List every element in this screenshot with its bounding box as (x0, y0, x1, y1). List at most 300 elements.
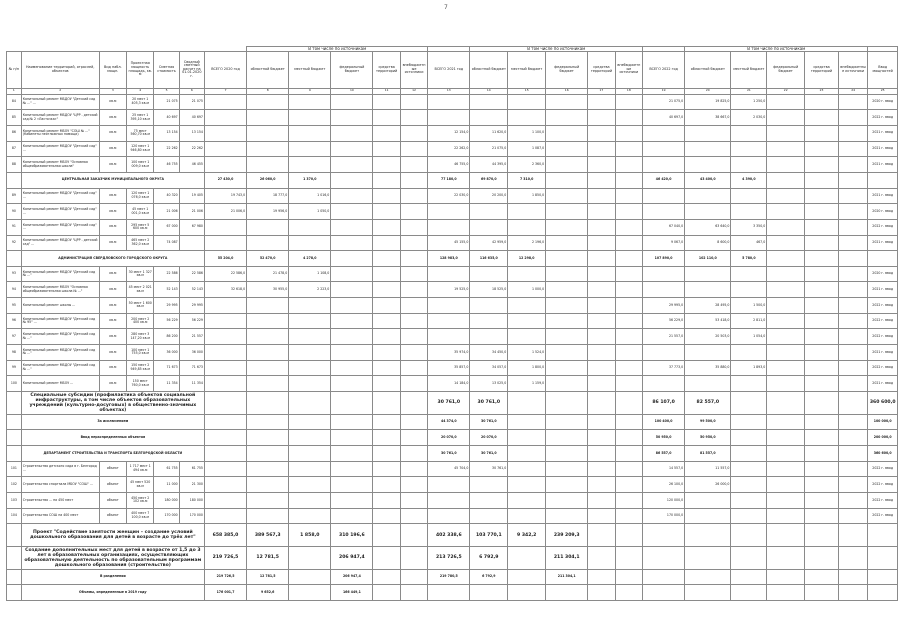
value-cell (805, 547, 839, 570)
value-cell (247, 414, 289, 430)
value-cell (731, 188, 767, 204)
value-cell (331, 313, 373, 329)
value-cell: 211 304,1 (546, 569, 588, 585)
value-cell (204, 298, 246, 314)
summary-estimate: 22 586 (179, 266, 204, 282)
value-cell (767, 446, 805, 462)
value-cell (731, 345, 767, 361)
column-number: 16 (546, 88, 588, 94)
object-name: Строительство ... на 450 мест (21, 493, 99, 509)
value-cell (731, 477, 767, 493)
column-header: средства территорий (805, 51, 839, 88)
value-cell (331, 376, 373, 392)
value-cell: 1 800,0 (508, 360, 546, 376)
value-cell (838, 282, 868, 298)
commissioning-cell: 2022 г. ввод (868, 477, 898, 493)
value-cell (685, 569, 731, 585)
value-cell (805, 141, 839, 157)
value-cell (204, 141, 246, 157)
section-row (7, 251, 898, 267)
value-cell: 22 030,0 (428, 188, 470, 204)
value-cell: 20 070,0 (428, 430, 470, 446)
value-cell: 402 338,6 (428, 524, 470, 547)
value-cell (731, 204, 767, 220)
capacity: 120 мест 1 076,0 кв.м (127, 188, 154, 204)
column-header: местный бюджет (508, 51, 546, 88)
object-type: кв.м (99, 329, 126, 345)
object-name: Капитальный ремонт МБДОУ "Детский сад № ..." (21, 266, 99, 282)
row-number: 96 (7, 313, 22, 329)
column-number: 15 (508, 88, 546, 94)
value-cell: 170 000,0 (643, 508, 685, 524)
section-title: Создание дополнительных мест для детей в возрасте от 1,5 до 3 лет в образовательных организациях, осуществляющих образовательную деятельность по образовательным программам дошкольного образования (строительство) (21, 547, 204, 570)
value-cell (373, 524, 400, 547)
value-cell (373, 547, 400, 570)
value-cell: 20 503,0 (685, 329, 731, 345)
value-cell (546, 345, 588, 361)
table-row (7, 360, 898, 376)
section-row (7, 392, 898, 415)
value-cell (838, 298, 868, 314)
section-title: За исключением (21, 414, 204, 430)
value-cell (470, 329, 508, 345)
object-name: Капитальный ремонт МБДОУ "Детский сад № ..." (21, 345, 99, 361)
table-body (7, 94, 898, 601)
column-header: № п/п (7, 51, 22, 88)
summary-estimate: 61 755 (179, 461, 204, 477)
column-number: 21 (731, 88, 767, 94)
value-cell (331, 157, 373, 173)
column-number: 8 (247, 88, 289, 94)
value-cell (838, 461, 868, 477)
value-cell (289, 392, 331, 415)
object-name: Капитальный ремонт МБОУ "Основная общеобразовательная школа" (21, 157, 99, 173)
value-cell (428, 204, 470, 220)
value-cell (643, 204, 685, 220)
value-cell (546, 376, 588, 392)
value-cell (546, 493, 588, 509)
value-cell: 18 777,0 (247, 188, 289, 204)
value-cell (331, 188, 373, 204)
value-cell (805, 446, 839, 462)
value-cell (247, 313, 289, 329)
row-number: 87 (7, 141, 22, 157)
value-cell (546, 461, 588, 477)
column-number: 17 (588, 88, 615, 94)
value-cell: 22 586,0 (204, 266, 246, 282)
commissioning-cell (868, 251, 898, 267)
value-cell (767, 414, 805, 430)
capacity: 20 мест 1 405,3 кв.м (127, 94, 154, 110)
value-cell (400, 414, 427, 430)
value-cell (767, 313, 805, 329)
value-cell (805, 508, 839, 524)
row-number (7, 172, 22, 188)
estimated-cost: 86 200 (154, 329, 179, 345)
value-cell (615, 392, 642, 415)
value-cell (289, 157, 331, 173)
value-cell (204, 360, 246, 376)
value-cell (838, 569, 868, 585)
value-cell (331, 461, 373, 477)
value-cell (400, 94, 427, 110)
object-type: объект (99, 493, 126, 509)
column-header: внебюджетные источники (838, 51, 868, 88)
commissioning-cell: 2021 г. ввод (868, 141, 898, 157)
value-cell (373, 172, 400, 188)
value-cell (470, 585, 508, 601)
row-number (7, 569, 22, 585)
value-cell (470, 94, 508, 110)
value-cell (373, 204, 400, 220)
value-cell (838, 235, 868, 251)
value-cell (247, 110, 289, 126)
row-number (7, 547, 22, 570)
value-cell: 176 001,7 (204, 585, 246, 601)
value-cell (805, 313, 839, 329)
row-number: 99 (7, 360, 22, 376)
column-header: областной бюджет (247, 51, 289, 88)
value-cell (615, 313, 642, 329)
value-cell: 14 557,0 (643, 461, 685, 477)
value-cell (615, 569, 642, 585)
value-cell (615, 219, 642, 235)
value-cell: 1 087,0 (508, 141, 546, 157)
value-cell (331, 360, 373, 376)
value-cell (767, 266, 805, 282)
value-cell (805, 125, 839, 141)
object-name: Строительство СОШ на 400 мест (21, 508, 99, 524)
value-cell (373, 266, 400, 282)
value-cell: 43 400,0 (685, 172, 731, 188)
value-cell (546, 219, 588, 235)
row-number: 93 (7, 266, 22, 282)
value-cell: 2 811,0 (731, 313, 767, 329)
investment-table (6, 46, 898, 601)
value-cell (508, 477, 546, 493)
value-cell (685, 266, 731, 282)
value-cell: 27 430,0 (204, 172, 246, 188)
value-cell (204, 414, 246, 430)
value-cell (588, 524, 615, 547)
row-number: 98 (7, 345, 22, 361)
value-cell (805, 360, 839, 376)
estimated-cost: 11 000 (154, 477, 179, 493)
column-number: 7 (204, 88, 246, 94)
value-cell (247, 360, 289, 376)
value-cell: 206 947,4 (331, 547, 373, 570)
value-cell (767, 477, 805, 493)
value-cell (289, 477, 331, 493)
value-cell (685, 282, 731, 298)
value-cell (289, 569, 331, 585)
value-cell (615, 329, 642, 345)
value-cell (373, 313, 400, 329)
estimated-cost: 56 229 (154, 313, 179, 329)
value-cell (400, 172, 427, 188)
summary-estimate: 13 154 (179, 125, 204, 141)
value-cell (247, 376, 289, 392)
commissioning-cell: 2021 г. ввод (868, 282, 898, 298)
column-header: Проектная мощность площадь, кв. м (127, 51, 154, 88)
object-type: кв.м (99, 219, 126, 235)
value-cell (331, 298, 373, 314)
value-cell (615, 524, 642, 547)
value-cell (470, 508, 508, 524)
value-cell (615, 157, 642, 173)
group-header-2020: В том числе по источникам (247, 47, 428, 52)
section-row (7, 446, 898, 462)
value-cell: 1 893,0 (731, 360, 767, 376)
table-row (7, 219, 898, 235)
section-title: Объемы, определенные в 2019 году (21, 585, 204, 601)
value-cell (400, 446, 427, 462)
summary-estimate: 21 300 (179, 477, 204, 493)
value-cell (588, 110, 615, 126)
value-cell (289, 376, 331, 392)
value-cell (546, 430, 588, 446)
value-cell (588, 430, 615, 446)
value-cell (767, 282, 805, 298)
value-cell (204, 461, 246, 477)
value-cell (546, 157, 588, 173)
row-number (7, 524, 22, 547)
value-cell (805, 569, 839, 585)
value-cell (615, 141, 642, 157)
table-row (7, 493, 898, 509)
value-cell (247, 329, 289, 345)
value-cell (643, 141, 685, 157)
table-row (7, 110, 898, 126)
object-type: кв.м (99, 313, 126, 329)
value-cell (470, 266, 508, 282)
value-cell (767, 329, 805, 345)
value-cell (805, 585, 839, 601)
value-cell (643, 157, 685, 173)
value-cell (508, 414, 546, 430)
value-cell (731, 508, 767, 524)
object-type: кв.м (99, 188, 126, 204)
value-cell (838, 508, 868, 524)
value-cell (615, 94, 642, 110)
value-cell (247, 345, 289, 361)
column-header: областной бюджет (470, 51, 508, 88)
capacity: 100 мест 1 755,0 кв.м (127, 345, 154, 361)
value-cell (643, 547, 685, 570)
object-type: кв.м (99, 157, 126, 173)
estimated-cost: 71 673 (154, 360, 179, 376)
value-cell (331, 219, 373, 235)
estimated-cost: 36 000 (154, 345, 179, 361)
value-cell (400, 376, 427, 392)
value-cell: 63 640,0 (685, 219, 731, 235)
value-cell (615, 110, 642, 126)
row-number: 97 (7, 329, 22, 345)
value-cell: 56 229,0 (643, 313, 685, 329)
value-cell (767, 360, 805, 376)
section-title: ЦЕНТРАЛЬНАЯ ЗАКАЗЧИК МУНИЦИПАЛЬНОГО ОКРУГА (21, 172, 204, 188)
value-cell (508, 585, 546, 601)
table-row (7, 235, 898, 251)
capacity: 200 мест 2 400 кв.м (127, 313, 154, 329)
value-cell (838, 251, 868, 267)
commissioning-cell: 360 600,0 (868, 392, 898, 415)
object-name: Строительство детского сада в г. Белгород ... (21, 461, 99, 477)
value-cell: 46 755,0 (428, 157, 470, 173)
value-cell (588, 157, 615, 173)
value-cell (331, 282, 373, 298)
object-type: объект (99, 461, 126, 477)
value-cell: 30 761,0 (470, 446, 508, 462)
value-cell (331, 110, 373, 126)
value-cell (400, 282, 427, 298)
object-name: Капитальный ремонт МБОУ "Основная общеобразовательная школа № ..." (21, 282, 99, 298)
value-cell (685, 204, 731, 220)
row-number: 102 (7, 477, 22, 493)
summary-estimate: 170 000 (179, 508, 204, 524)
object-type: объект (99, 477, 126, 493)
row-number: 91 (7, 219, 22, 235)
value-cell (731, 493, 767, 509)
column-header: областной бюджет (685, 51, 731, 88)
value-cell (805, 235, 839, 251)
value-cell (805, 204, 839, 220)
value-cell (289, 110, 331, 126)
value-cell: 21 478,0 (247, 266, 289, 282)
value-cell (400, 266, 427, 282)
object-name: Капитальный ремонт МБДОУ "ЦРР - детский сад № 2 «Ласточка»" (21, 110, 99, 126)
value-cell (373, 414, 400, 430)
value-cell: 103 770,1 (470, 524, 508, 547)
estimated-cost: 40 697 (154, 110, 179, 126)
value-cell (838, 204, 868, 220)
value-cell: 2 196,0 (508, 235, 546, 251)
column-header-row (7, 51, 898, 88)
value-cell: 6 792,9 (470, 547, 508, 570)
value-cell (615, 414, 642, 430)
value-cell (615, 172, 642, 188)
value-cell: 45 704,0 (428, 461, 470, 477)
value-cell (731, 547, 767, 570)
value-cell (508, 430, 546, 446)
value-cell (331, 125, 373, 141)
value-cell: 219 780,5 (428, 569, 470, 585)
value-cell: 53 418,0 (685, 313, 731, 329)
value-cell (615, 188, 642, 204)
commissioning-cell: 2021 г. ввод (868, 235, 898, 251)
value-cell (373, 493, 400, 509)
value-cell: 12 154,0 (428, 125, 470, 141)
value-cell: 11 620,0 (470, 125, 508, 141)
value-cell: 18 525,0 (470, 282, 508, 298)
value-cell (400, 360, 427, 376)
value-cell (546, 313, 588, 329)
value-cell: 1 858,0 (289, 524, 331, 547)
value-cell (428, 298, 470, 314)
row-number: 100 (7, 376, 22, 392)
value-cell (428, 329, 470, 345)
value-cell: 213 726,5 (428, 547, 470, 570)
value-cell (373, 446, 400, 462)
value-cell (373, 125, 400, 141)
value-cell (428, 313, 470, 329)
value-cell (838, 376, 868, 392)
value-cell (289, 141, 331, 157)
value-cell (767, 524, 805, 547)
value-cell (767, 569, 805, 585)
value-cell (615, 360, 642, 376)
value-cell (400, 508, 427, 524)
value-cell (588, 585, 615, 601)
value-cell: 20 070,0 (470, 430, 508, 446)
value-cell (643, 282, 685, 298)
value-cell (588, 392, 615, 415)
row-number: 88 (7, 157, 22, 173)
object-name: Капитальный ремонт МБДОУ "Детский сад № ..." (21, 329, 99, 345)
value-cell (615, 235, 642, 251)
value-cell: 5 780,0 (731, 251, 767, 267)
value-cell: 19 956,0 (247, 204, 289, 220)
commissioning-cell: 2021 г. ввод (868, 376, 898, 392)
value-cell (588, 376, 615, 392)
value-cell (204, 493, 246, 509)
value-cell (838, 414, 868, 430)
value-cell (615, 461, 642, 477)
value-cell: 86 557,0 (643, 446, 685, 462)
value-cell (289, 414, 331, 430)
value-cell (588, 266, 615, 282)
column-header: местный бюджет (289, 51, 331, 88)
commissioning-cell (868, 547, 898, 570)
table-row (7, 298, 898, 314)
value-cell (373, 430, 400, 446)
value-cell: 219 726,5 (204, 547, 246, 570)
value-cell (546, 94, 588, 110)
capacity: 150 мест 760,0 кв.м (127, 376, 154, 392)
value-cell: 37 773,0 (643, 360, 685, 376)
value-cell (508, 219, 546, 235)
value-cell: 55 204,0 (204, 251, 246, 267)
value-cell (767, 392, 805, 415)
row-number: 84 (7, 94, 22, 110)
commissioning-cell (868, 585, 898, 601)
value-cell: 44 374,0 (428, 414, 470, 430)
value-cell (643, 376, 685, 392)
value-cell (373, 298, 400, 314)
value-cell (400, 313, 427, 329)
value-cell: 1 050,0 (289, 204, 331, 220)
value-cell: 30 955,0 (247, 282, 289, 298)
value-cell (838, 430, 868, 446)
value-cell (731, 392, 767, 415)
value-cell (247, 477, 289, 493)
value-cell (508, 329, 546, 345)
value-cell: 35 880,0 (685, 360, 731, 376)
value-cell (838, 360, 868, 376)
capacity: 100 мест 1 009,0 кв.м (127, 157, 154, 173)
value-cell (546, 282, 588, 298)
value-cell (588, 282, 615, 298)
value-cell (588, 477, 615, 493)
value-cell: 69 870,0 (470, 172, 508, 188)
value-cell (838, 110, 868, 126)
value-cell (546, 446, 588, 462)
capacity: 450 мест 2 102 кв.м (127, 493, 154, 509)
value-cell (289, 329, 331, 345)
value-cell: 1 108,0 (289, 266, 331, 282)
value-cell (204, 110, 246, 126)
value-cell (838, 345, 868, 361)
